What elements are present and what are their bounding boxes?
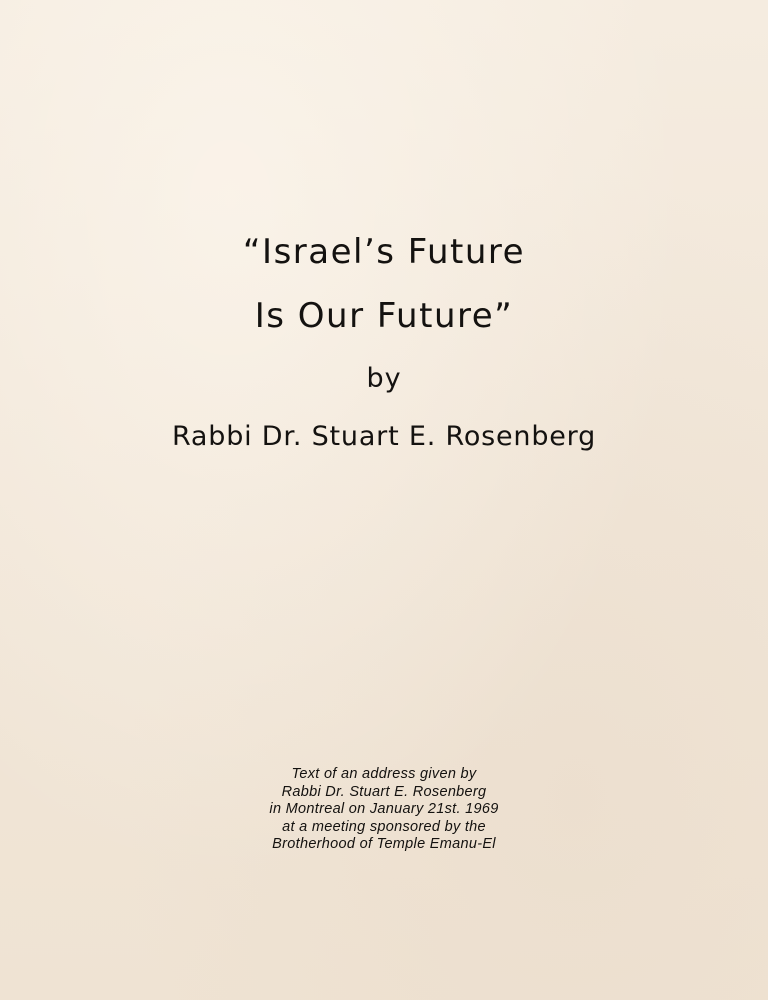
- address-note-line: in Montreal on January 21st. 1969: [269, 801, 499, 817]
- byline-by: by: [366, 363, 402, 394]
- address-note-line: at a meeting sponsored by the: [282, 818, 486, 835]
- address-note-line: Rabbi Dr. Stuart E. Rosenberg: [281, 783, 487, 800]
- title-line-1: “Israel’s Future: [242, 232, 526, 272]
- author-name: Rabbi Dr. Stuart E. Rosenberg: [171, 421, 597, 452]
- address-note-line: Brotherhood of Temple Emanu-El: [272, 836, 496, 852]
- address-note: [0, 766, 768, 854]
- address-note-line: Text of an address given by: [291, 766, 477, 782]
- title-line-2: Is Our Future”: [254, 296, 514, 336]
